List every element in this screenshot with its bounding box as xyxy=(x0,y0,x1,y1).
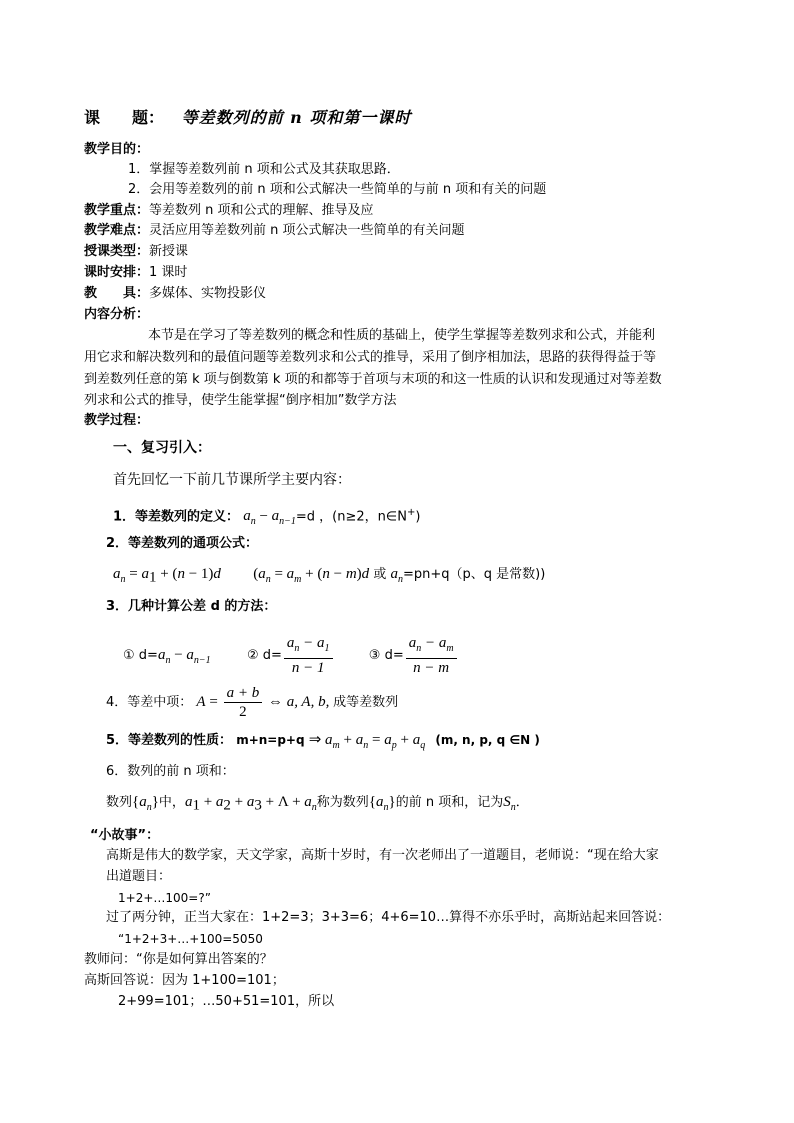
title-text: 等差数列的前 n 项和第一课时 xyxy=(181,108,412,127)
objectives-label: 教学目的： xyxy=(84,142,150,157)
property-item: 5．等差数列的性质： m+n=p+q ⇒ $a_m + a_n = a_p + a_q$ (m, n, p, q ∈N ) xyxy=(106,732,540,751)
analysis-line: 列求和公式的推导，使学生能掌握“倒序相加”数学方法 xyxy=(84,393,397,408)
tools-text: 多媒体、实物投影仪 xyxy=(149,286,267,301)
arithmetic-mean-tail: 成等差数列 xyxy=(333,695,399,710)
key-points-text: 等差数列 n 项和公式的理解、推导及应 xyxy=(149,203,374,218)
objective-item: 1．掌握等差数列前 n 项和公式及其获取思路． xyxy=(128,162,400,177)
tools xyxy=(84,284,266,304)
partial-sum-label-text: 6．数列的前 n 项和： xyxy=(106,764,235,779)
property-label: 5．等差数列的性质： xyxy=(106,733,233,748)
story-line: 出道题目： xyxy=(106,869,172,884)
arithmetic-mean-label: 4．等差中项： xyxy=(106,695,193,710)
definition-label: 1．等差数列的定义： xyxy=(113,509,240,525)
analysis-line: 本节是在学习了等差数列的概念和性质的基础上，使学生掌握等差数列求和公式，并能利 xyxy=(148,328,656,343)
analysis-line: 用它求和解决数列和的最值问题等差数列求和公式的推导，采用了倒序相加法，思路的获得得益于等 xyxy=(84,350,657,365)
lesson-type-text: 新授课 xyxy=(149,244,189,259)
difficulty-text: 灵活应用等差数列前 n 项公式解决一些简单的有关问题 xyxy=(149,223,465,238)
review-intro: 首先回忆一下前几节课所学主要内容： xyxy=(113,472,351,488)
tools-label: 教 具： xyxy=(84,286,150,301)
definition-formula-math: $a_n$ xyxy=(243,508,256,528)
story-line: 过了两分钟，正当大家在：1+2=3；3+3=6；4+6=10…算得不亦乐乎时，高斯站起来回答说： xyxy=(106,910,671,925)
general-term-extra: pn+q（p、q 是常数)) xyxy=(413,567,546,582)
partial-sum-text-b: 中， xyxy=(158,795,185,810)
definition-item: 1．等差数列的定义： $a_n - a_{n-1}=d$ ，(n≥2，n∈N+) xyxy=(113,507,421,528)
process-label: 教学过程： xyxy=(84,413,150,428)
story-line: 教师问：“你是如何算出答案的？ xyxy=(84,952,273,967)
lesson-title xyxy=(84,108,411,128)
difficulty xyxy=(84,221,465,241)
analysis-label: 内容分析： xyxy=(84,307,150,322)
analysis-line: 到差数列任意的第 k 项与倒数第 k 项的和都等于首项与末项的和这一性质的认识和发现通过对等差数 xyxy=(84,372,662,387)
common-diff-label: 3．几种计算公差 d 的方法： xyxy=(106,599,277,614)
partial-sum-text-d: 的前 n 项和，记为 xyxy=(395,795,504,810)
story-line: 2+99=101；…50+51=101，所以 xyxy=(118,994,335,1009)
key-points xyxy=(84,201,374,221)
lesson-type-label: 授课类型： xyxy=(84,244,150,259)
objective-item: 2．会用等差数列的前 n 项和公式解决一些简单的与前 n 项和有关的问题 xyxy=(128,182,547,197)
partial-sum-text-c: 称为数列 xyxy=(316,795,369,810)
common-diff-methods: ① $d=a_n - a_{n-1}$ ② d= $\frac{a_n - a_1}{n - 1}$ ③ d= $\frac{a_n - a_m}{n - m}$ xyxy=(123,634,459,681)
arithmetic-mean: 4．等差中项： A = $\frac{a + b}{2}$ ⇔ a, A, b, 成等差数列 xyxy=(106,685,399,720)
story-line: 高斯是伟大的数学家，天文学家，高斯十岁时，有一次老师出了一道题目，老师说：“现在给大家 xyxy=(106,848,659,863)
review-heading: 一、复习引入： xyxy=(113,440,211,456)
story-heading: “小故事”： xyxy=(90,828,160,843)
lesson-type xyxy=(84,242,188,262)
key-points-label: 教学重点： xyxy=(84,203,150,218)
title-label: 课 题： xyxy=(84,108,165,127)
story-line: “1+2+3+…+100=5050 xyxy=(118,932,263,946)
difficulty-label: 教学难点： xyxy=(84,223,150,238)
general-term-label: 2．等差数列的通项公式： xyxy=(106,536,259,551)
schedule xyxy=(84,263,187,283)
schedule-label: 课时安排： xyxy=(84,265,150,280)
partial-sum-label xyxy=(106,762,235,782)
story-line: 高斯回答说：因为 1+100=101； xyxy=(84,973,285,988)
partial-sum-definition: 数列$\{a_n\}$中，$a_1 + a_2 + a_3 + \Lambda + a_n$称为数列$\{a_n\}$的前 n 项和，记为$S_n$． xyxy=(106,794,529,814)
schedule-text: 1 课时 xyxy=(149,265,188,280)
definition-formula-text: =d ，(n≥2，n∈N xyxy=(295,509,407,525)
general-term-formula: $a_n = a_1 + (n - 1)d$ ($a_n = a_m + (n - m)d$ 或 $a_n=pn+q(p$、q 是常数)) xyxy=(113,566,546,586)
property-condition: m+n=p+q xyxy=(236,733,305,747)
definition-tail: ) xyxy=(415,509,421,525)
property-tail: (m, n, p, q ∈N ) xyxy=(435,733,540,747)
story-line: 1+2+…100=?” xyxy=(118,891,211,905)
partial-sum-text-a: 数列 xyxy=(106,795,133,810)
